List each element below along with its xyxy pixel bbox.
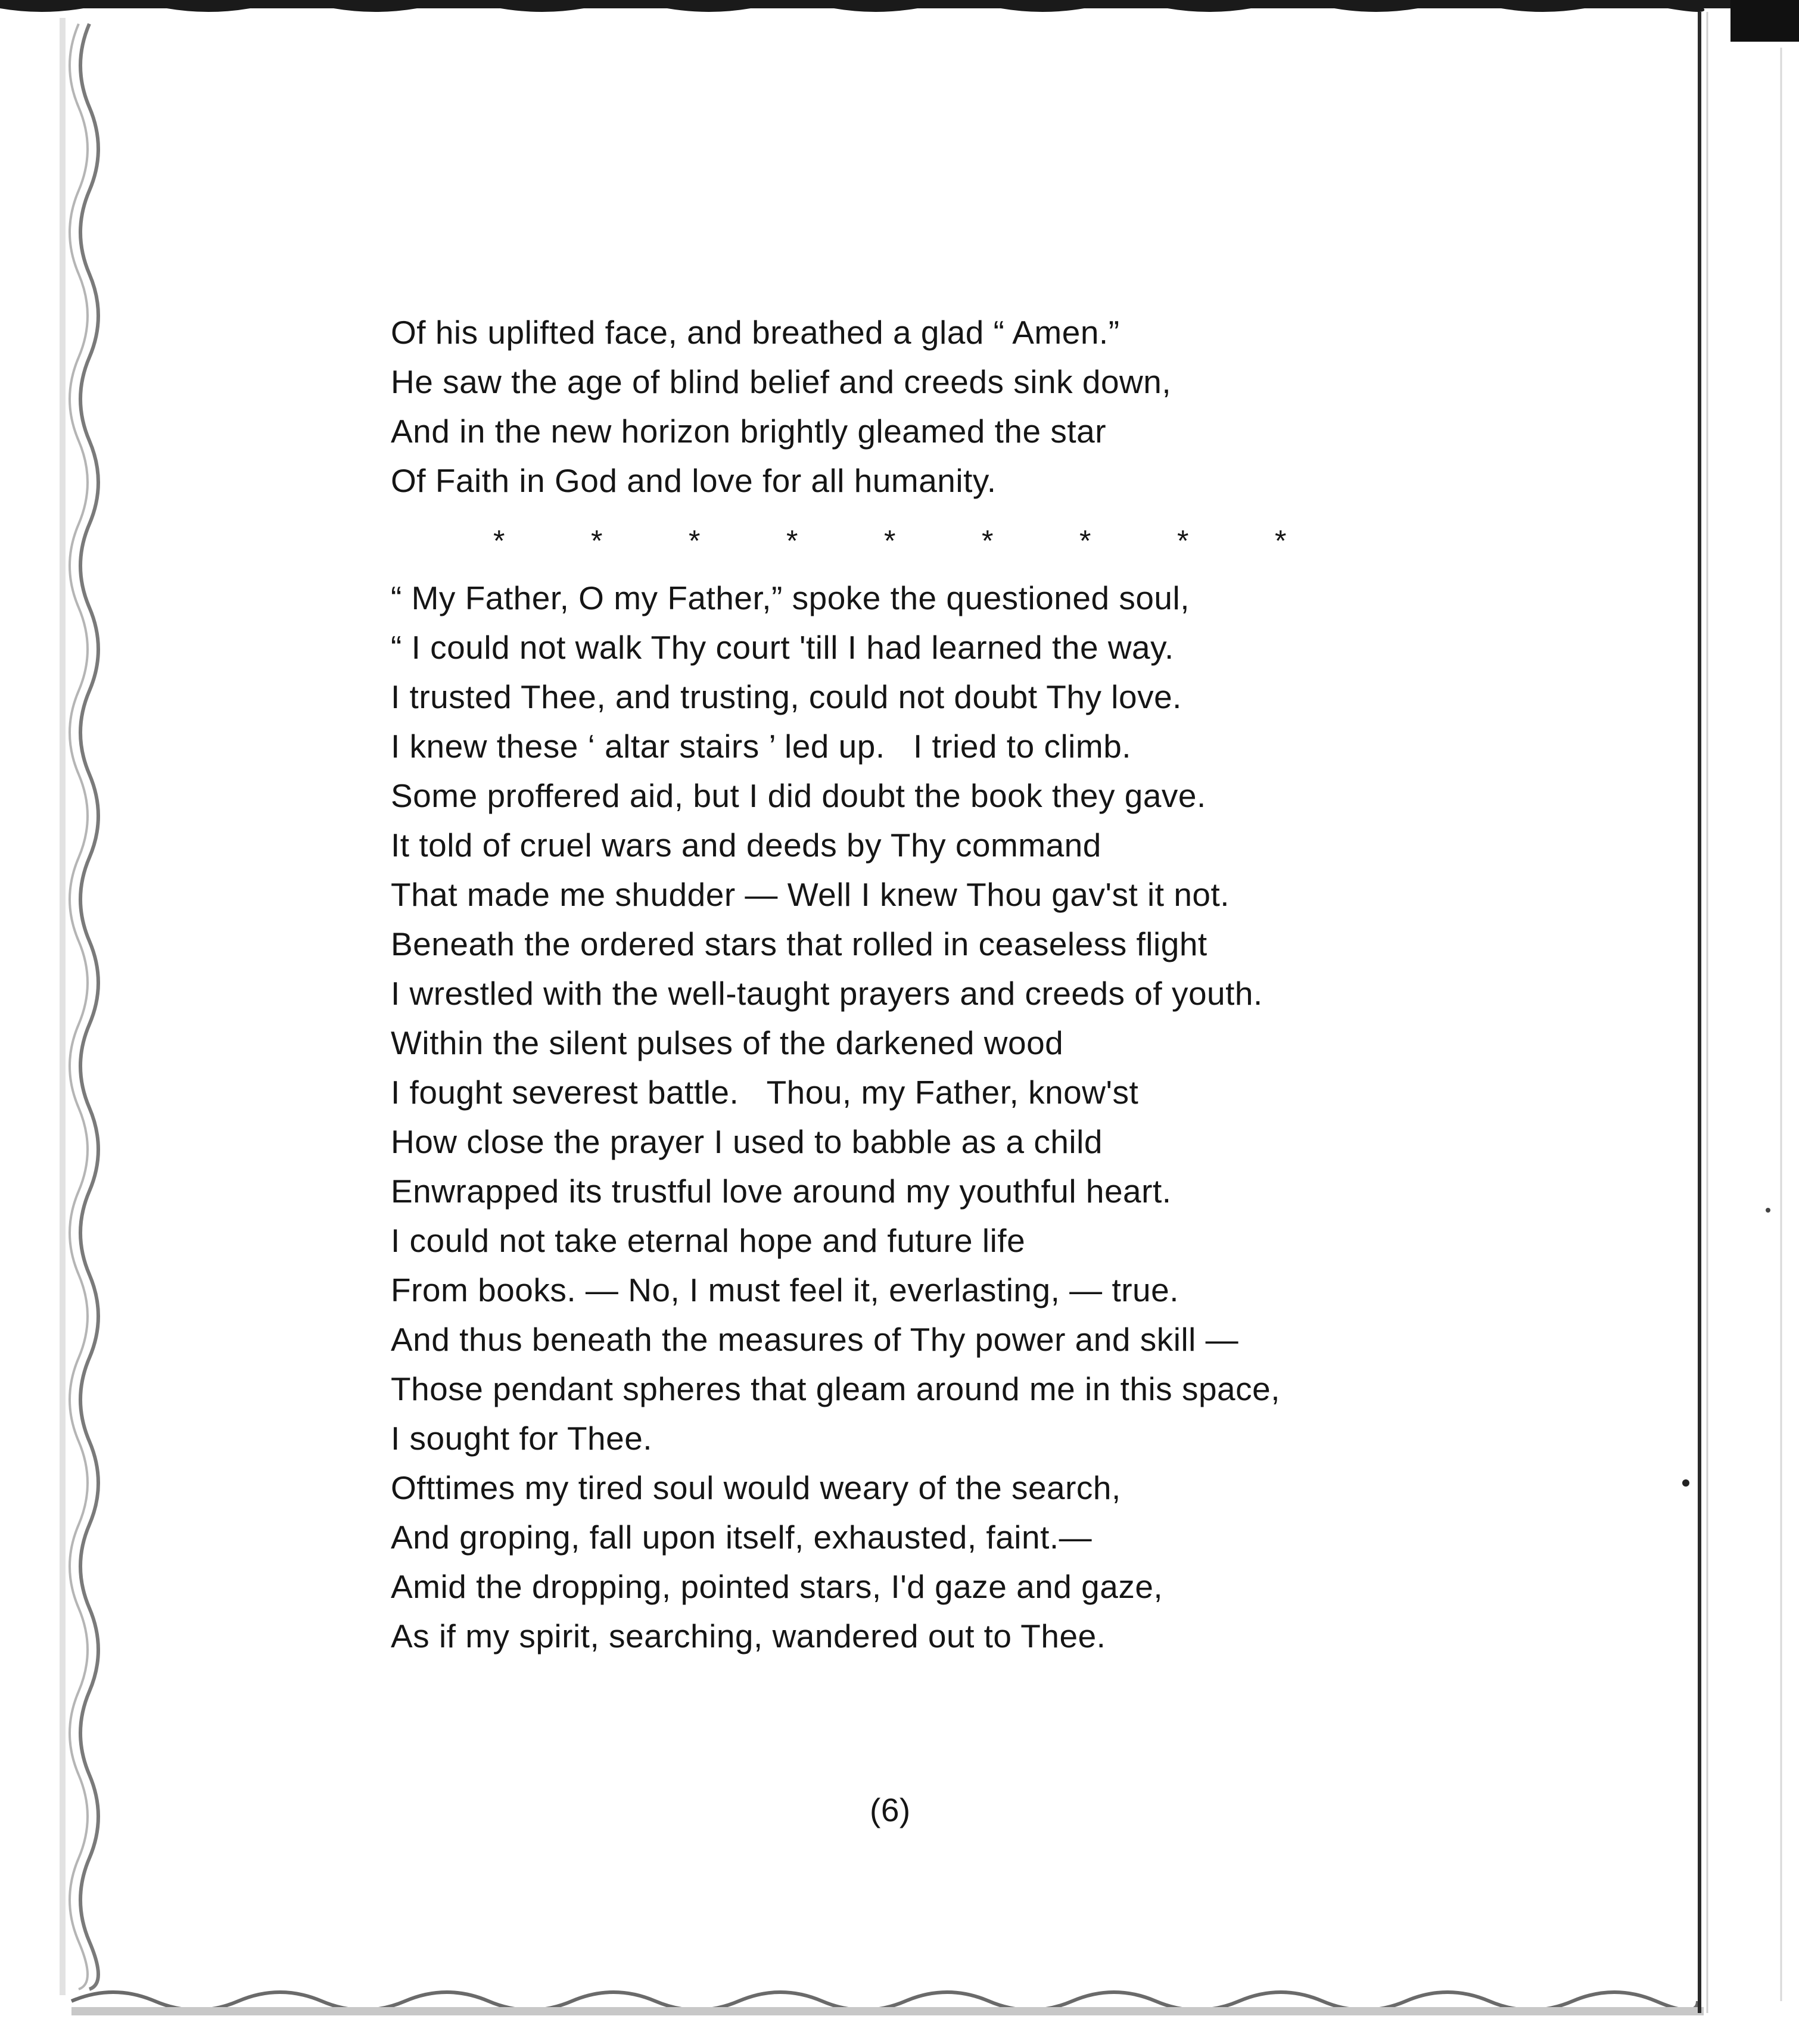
- poem-line: I wrestled with the well-taught prayers and creeds of youth.: [391, 975, 1263, 1012]
- separator-asterisk: *: [884, 524, 896, 557]
- poem-line: “ My Father, O my Father,” spoke the questioned soul,: [391, 579, 1190, 616]
- poem-line: “ I could not walk Thy court 'till I had learned the way.: [391, 629, 1174, 666]
- poem-line: Ofttimes my tired soul would weary of the search,: [391, 1469, 1121, 1506]
- separator-asterisk: *: [1079, 524, 1091, 557]
- poem-line: Amid the dropping, pointed stars, I'd gaze and gaze,: [391, 1568, 1163, 1605]
- poem-line: Of his uplifted face, and breathed a glad “ Amen.”: [391, 314, 1120, 351]
- page-number: (6): [870, 1791, 911, 1828]
- poem-line: I fought severest battle. Thou, my Father, know'st: [391, 1074, 1139, 1111]
- poem-line: And in the new horizon brightly gleamed the star: [391, 413, 1107, 450]
- poem-line: From books. — No, I must feel it, everlasting, — true.: [391, 1272, 1179, 1308]
- poem-line: I trusted Thee, and trusting, could not doubt Thy love.: [391, 678, 1182, 715]
- separator-asterisk: *: [689, 524, 701, 557]
- poem-line: And thus beneath the measures of Thy power and skill —: [391, 1321, 1239, 1358]
- poem-line: I sought for Thee.: [391, 1420, 653, 1457]
- separator-asterisk: *: [982, 524, 994, 557]
- separator-asterisk: *: [1177, 524, 1189, 557]
- poem-line: He saw the age of blind belief and creeds sink down,: [391, 363, 1172, 400]
- separator-asterisk: *: [493, 524, 505, 557]
- poem-line: Some proffered aid, but I did doubt the book they gave.: [391, 777, 1206, 814]
- poem-line: Enwrapped its trustful love around my youthful heart.: [391, 1173, 1172, 1210]
- poem-line: I knew these ‘ altar stairs ’ led up. I tried to climb.: [391, 728, 1132, 765]
- poem-line: Those pendant spheres that gleam around me in this space,: [391, 1370, 1281, 1407]
- poem-line: It told of cruel wars and deeds by Thy command: [391, 827, 1101, 864]
- separator-asterisk: *: [1275, 524, 1287, 557]
- poem-line: Within the silent pulses of the darkened wood: [391, 1024, 1064, 1061]
- poem-line: Beneath the ordered stars that rolled in ceaseless flight: [391, 926, 1207, 962]
- poem-line: I could not take eternal hope and future life: [391, 1222, 1026, 1259]
- poem-line: That made me shudder — Well I knew Thou gav'st it not.: [391, 876, 1230, 913]
- poem-line: As if my spirit, searching, wandered out to Thee.: [391, 1618, 1106, 1654]
- poem-line: How close the prayer I used to babble as a child: [391, 1123, 1103, 1160]
- separator-asterisk: *: [591, 524, 603, 557]
- section-separator: [0, 526, 1799, 562]
- poem-line: And groping, fall upon itself, exhausted, faint.—: [391, 1519, 1093, 1556]
- poem-line: Of Faith in God and love for all humanity.: [391, 462, 997, 499]
- separator-asterisk: *: [786, 524, 798, 557]
